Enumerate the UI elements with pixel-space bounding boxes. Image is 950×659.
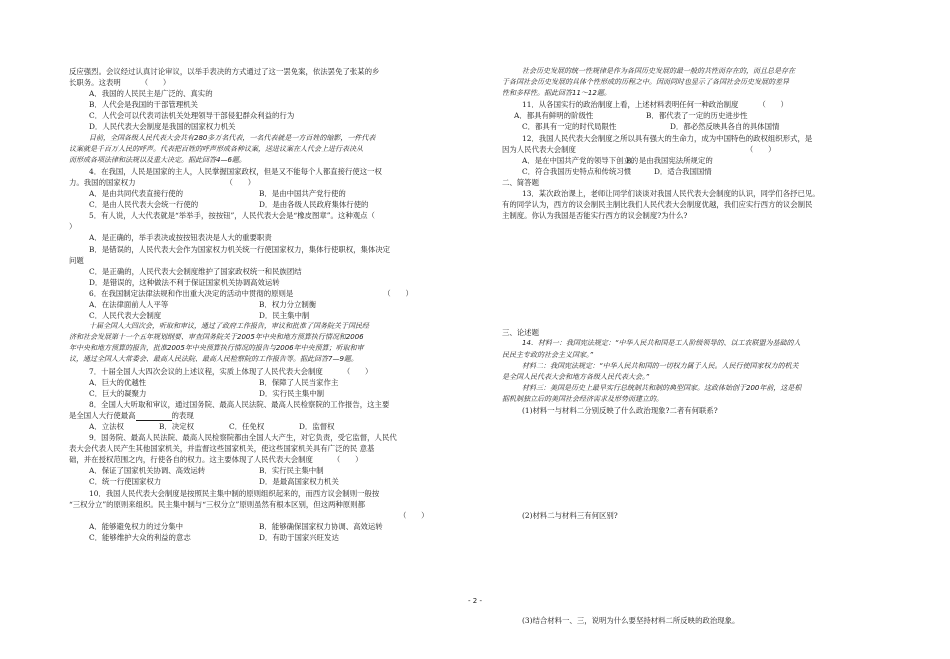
text-line	[69, 166, 469, 177]
text-line	[502, 66, 906, 77]
option-text: D．是最高国家权力机关	[259, 477, 339, 487]
line-text: 因为人民代表大会制度	[502, 144, 576, 154]
option-text: B．实行民主集中制	[259, 466, 324, 476]
text-line	[502, 77, 906, 88]
text-line	[502, 350, 906, 361]
line-text: 主制度。你认为我国是否能实行西方的议会制度?为什么?	[502, 211, 688, 221]
line-text: 是全国人民代表大会和地方各级人民代表大会。”	[502, 372, 650, 381]
option-text: C．能够维护大众的利益的意志	[89, 532, 191, 542]
text-line	[502, 394, 906, 405]
line-text: B．是错误的，人民代表大会作为国家权力机关统一行使国家权力，集体行使职权，集体决定	[89, 244, 391, 254]
line-text: 9．国务院、最高人民法院、最高人民检察院都由全国人大产生，对它负责，受它监督，人民代	[89, 433, 397, 443]
text-line	[69, 410, 469, 421]
answer-space	[502, 416, 906, 474]
line-text: 6．在我国制定法律法规和作出重大决定的活动中贯彻的原则是	[89, 288, 294, 298]
option-row	[69, 532, 469, 543]
option-row	[69, 465, 469, 476]
text-line	[69, 454, 469, 465]
option-row	[69, 521, 469, 532]
option-text: C．是由人民代表大会统一行使的	[89, 200, 199, 210]
option-text: A．在法律面前人人平等	[89, 299, 169, 309]
option-row	[502, 110, 906, 121]
line-text: B．人代会是我国的干部管理机关	[89, 100, 198, 110]
line-text: 12．我国人民代表大会制度之所以具有强大的生命力，成为中国特色的政权组织形式，是	[522, 133, 813, 143]
option-text: A．能够避免权力的过分集中	[89, 521, 184, 531]
answer-paren: （ ）	[140, 78, 171, 88]
option-text: C．都具有一定的时代局限性	[522, 122, 617, 132]
line-text: 4．在我国，人民是国家的主人，人民掌握国家政权，但是又不能每个人都直接行使这一权	[89, 166, 382, 176]
line-text: “三权分立”的原则来组织。民主集中制与“三权分立”原则虽然有根本区别，但这两种原则都	[69, 499, 365, 509]
option-text: A．是在中国共产党的领导下创立的	[522, 155, 639, 165]
option-text: C．任免权	[229, 422, 265, 431]
text-line	[69, 88, 469, 99]
line-text: 社会历史发展的统一性规律是作为各国历史发展的最一般的共性而存在的，而且总是存在	[522, 67, 795, 75]
text-line	[69, 354, 469, 365]
text-line	[69, 255, 469, 266]
answer-paren: （ ）	[332, 455, 363, 465]
line-text: 5．有人说，人大代表就是“举举手，按按钮”，人民代表大会是“橡皮图章”。这种观点（	[89, 211, 375, 221]
line-text: 14．材料一：我国宪法规定：“中华人民共和国是工人阶级领导的、以工农联盟为基础的人	[522, 339, 801, 348]
answer-paren: （ ）	[342, 366, 373, 376]
text-line	[69, 332, 469, 343]
line-text: (3)结合材料一、三，说明为什么要坚持材料二所反映的政治现象。	[522, 616, 740, 626]
text-line	[502, 510, 906, 521]
line-text: 7．十届全国人大四次会议的上述议程，实质上体现了人民代表大会制度	[89, 366, 323, 376]
option-row	[69, 377, 469, 388]
line-text: 材料三：美国是历史上最早实行总统制共和制的典型国家。这政体始创于200年前，这是根	[522, 383, 802, 392]
text-line	[502, 133, 906, 144]
fill-blank	[136, 412, 172, 421]
text-line	[69, 144, 469, 155]
text-line	[69, 321, 469, 332]
text-line	[69, 343, 469, 354]
option-text: C．人民代表大会制度	[89, 311, 162, 321]
line-text: 年中央和地方预算的报告，批准2005年中央预算执行情况的报告与2006年中央预算；听取和审	[69, 344, 364, 353]
text-line	[69, 443, 469, 454]
text-line	[69, 244, 469, 255]
option-row	[69, 388, 469, 399]
text-line	[502, 372, 906, 383]
option-text: D．民主集中制	[259, 311, 310, 321]
text-line	[69, 232, 469, 243]
text-line	[502, 405, 906, 416]
text-line	[69, 110, 469, 121]
option-text: C．巨大的凝聚力	[89, 388, 147, 398]
line-text: 础，并在授权范围之内，行使各自的权力。这主要体现了人民代表大会制度	[69, 455, 313, 465]
line-text: D．人民代表大会制度是我国的国家权力机关	[89, 122, 236, 132]
line-text: 10．我国人民代表大会制度是按照民主集中制的原则组织起来的，而西方议会制则一般按	[89, 488, 380, 498]
text-line	[69, 432, 469, 443]
text-line	[69, 288, 469, 299]
line-text: 问题	[69, 255, 84, 265]
page-number: - 2 -	[468, 597, 482, 605]
line-text: 议案就是千百万人民的呼声。代表把百姓的呼声形成各种议案，送进议案在人代会上进行表决从	[69, 144, 363, 153]
option-text: D．监督权	[299, 422, 335, 431]
line-text: 据机制独立后的美国社会经济需求及形势而建立的。	[502, 394, 663, 403]
line-text: 材料二：我国宪法规定：“中华人民共和国的一切权力属于人民。人民行使国家权力的机关	[522, 361, 799, 370]
answer-paren: （ ）	[383, 288, 413, 298]
line-text: (2)材料二与材料三有何区别?	[522, 511, 618, 521]
option-text: A．都具有鲜明的阶级性	[514, 111, 594, 121]
line-text: A．我国的人民民主是广泛的、真实的	[89, 89, 213, 99]
text-line	[502, 99, 906, 110]
text-line	[69, 66, 469, 77]
answer-space	[502, 279, 906, 327]
option-text: B．保障了人民当家作主	[259, 377, 339, 387]
text-line	[69, 133, 469, 144]
option-row	[69, 310, 469, 321]
line-text: 表大会代表人民产生其他国家机关，并监督这些国家机关，使这些国家机关具有广泛的民 意基	[69, 444, 375, 454]
line-text: 的表现	[171, 410, 194, 420]
line-text: 13．某次政治课上，老师让同学们谈谈对我国人民代表大会制度的认识，同学们各抒已见。	[522, 189, 820, 199]
text-line	[502, 88, 906, 99]
line-text: 11．从各国实行的政治制度上看，上述材料表明任何一种政治制度	[522, 100, 739, 110]
answer-paren: （ ）	[225, 177, 256, 187]
option-text: C．统一行使国家权力	[89, 477, 162, 487]
text-line	[502, 361, 906, 372]
line-text: （ ）	[399, 510, 429, 520]
text-line	[69, 499, 469, 510]
line-text: 十届全国人大四次会，听取和审议，通过了政府工作报告，审议和批准了国务院关于国民经	[89, 322, 369, 331]
line-text: 于各国社会历史发展的具体个性形成的历程之中。因而同时也显示了各国社会历史发展的差异	[502, 78, 789, 87]
text-line	[502, 177, 906, 188]
text-line	[502, 199, 906, 210]
text-line	[69, 488, 469, 499]
left-column	[69, 66, 469, 543]
answer-space	[502, 521, 906, 579]
line-text: 目前，全国各级人民代表大会共有280多万名代表，一名代表就是一方百姓的缩影，一件代表	[89, 133, 376, 142]
option-text: B．是由中国共产党行使的	[259, 189, 346, 199]
option-row	[502, 121, 906, 132]
text-line	[69, 277, 469, 288]
text-line	[502, 615, 906, 626]
line-text: 民民主专政的社会主义国家。”	[502, 350, 594, 359]
option-text: D．适合我国国情	[654, 166, 712, 176]
line-text: 是全国人大行使最高	[69, 410, 136, 420]
text-line	[69, 121, 469, 132]
option-text: B．权力分立制衡	[259, 299, 317, 309]
option-row	[69, 421, 469, 432]
line-text: 8．全国人大听取和审议，通过国务院、最高人民法院、最高人民检察院的工作报告，这主要	[89, 399, 390, 409]
option-text: B．决定权	[159, 422, 194, 431]
answer-space	[502, 221, 906, 279]
option-row	[502, 155, 906, 166]
option-text: B．都代表了一定的历史进步性	[646, 111, 748, 121]
option-text: B．能够确保国家权力协调、高效运转	[259, 521, 383, 531]
answer-paren: （ ）	[758, 100, 788, 110]
option-text: A．是由共同代表直接行使的	[89, 189, 184, 199]
option-row	[502, 166, 906, 177]
text-line	[69, 155, 469, 166]
line-text: C．人代会可以代表司法机关处理领导干部侵犯群众利益的行为	[89, 111, 295, 121]
line-text: 有的同学认为，西方的议会制民主制比我们人民代表大会制度优越，我们应实行西方的议会制民	[502, 200, 813, 210]
line-text: 二、简答题	[502, 177, 539, 187]
option-text: A．立法权	[89, 422, 124, 431]
line-text: 济和社会发展第十一个五年规划纲要、审查国务院关于2005年中央和地方预算执行情况和2006	[69, 333, 364, 342]
answer-space	[502, 474, 906, 510]
text-line	[69, 510, 469, 521]
text-line	[502, 327, 906, 338]
text-line	[69, 177, 469, 188]
text-line	[502, 338, 906, 349]
text-line	[502, 210, 906, 221]
option-text: C．符合我国历史特点和传统习惯	[522, 166, 632, 176]
line-text: (1)材料一与材料二分别反映了什么政治现象?二者有何联系?	[522, 405, 718, 415]
line-text: 性和多样性。据此回答11～12题。	[502, 89, 611, 98]
line-text: 而形成各项法律和法规以及重大决定。据此回答4—6题。	[69, 155, 246, 164]
line-text: 反应强烈。会议经过认真讨论审议，以举手表决的方式通过了这一罢免案，依法罢免了张某的乡	[69, 67, 380, 76]
text-line	[69, 366, 469, 377]
option-text: D．是由各级人民政府集体行使的	[259, 200, 369, 210]
text-line	[69, 221, 469, 232]
text-line	[502, 188, 906, 199]
line-text: 力。我国的国家权力	[69, 177, 136, 187]
option-row	[69, 476, 469, 487]
answer-paren: （ ）	[745, 144, 776, 154]
line-text: ）	[69, 222, 77, 232]
option-text: A．保证了国家机关协调、高效运转	[89, 466, 206, 476]
line-text: C．是正确的，人民代表大会制度维护了国家政权统一和民族团结	[89, 266, 302, 276]
text-line	[502, 144, 906, 155]
line-text: 长职务。这表明	[69, 78, 121, 88]
line-text: 三、论述题	[502, 328, 539, 338]
option-text: D．都必然反映具各自的具体国情	[670, 122, 780, 132]
option-row	[69, 199, 469, 210]
option-text: D．实行民主集中制	[259, 388, 325, 398]
option-text: A．巨大的优越性	[89, 377, 147, 387]
line-text: A．是正确的，举手表决或按按钮表决是人大的重要职责	[89, 233, 272, 243]
text-line	[502, 383, 906, 394]
text-line	[69, 210, 469, 221]
text-line	[69, 77, 469, 88]
option-text: D．有助于国家兴旺发达	[259, 532, 339, 542]
option-row	[69, 188, 469, 199]
line-text: D．是错误的，这种做法不利于保证国家机关协调高效运转	[89, 277, 280, 287]
line-text: 议，通过全国人大常委会、最高人民法院、最高人民检察院的工作报告等。据此回答7—9题。	[69, 355, 358, 364]
text-line	[69, 266, 469, 277]
option-row	[69, 299, 469, 310]
text-line	[69, 399, 469, 410]
option-text: B．是由我国宪法所规定的	[626, 155, 713, 165]
right-column	[502, 66, 906, 626]
text-line	[69, 99, 469, 110]
